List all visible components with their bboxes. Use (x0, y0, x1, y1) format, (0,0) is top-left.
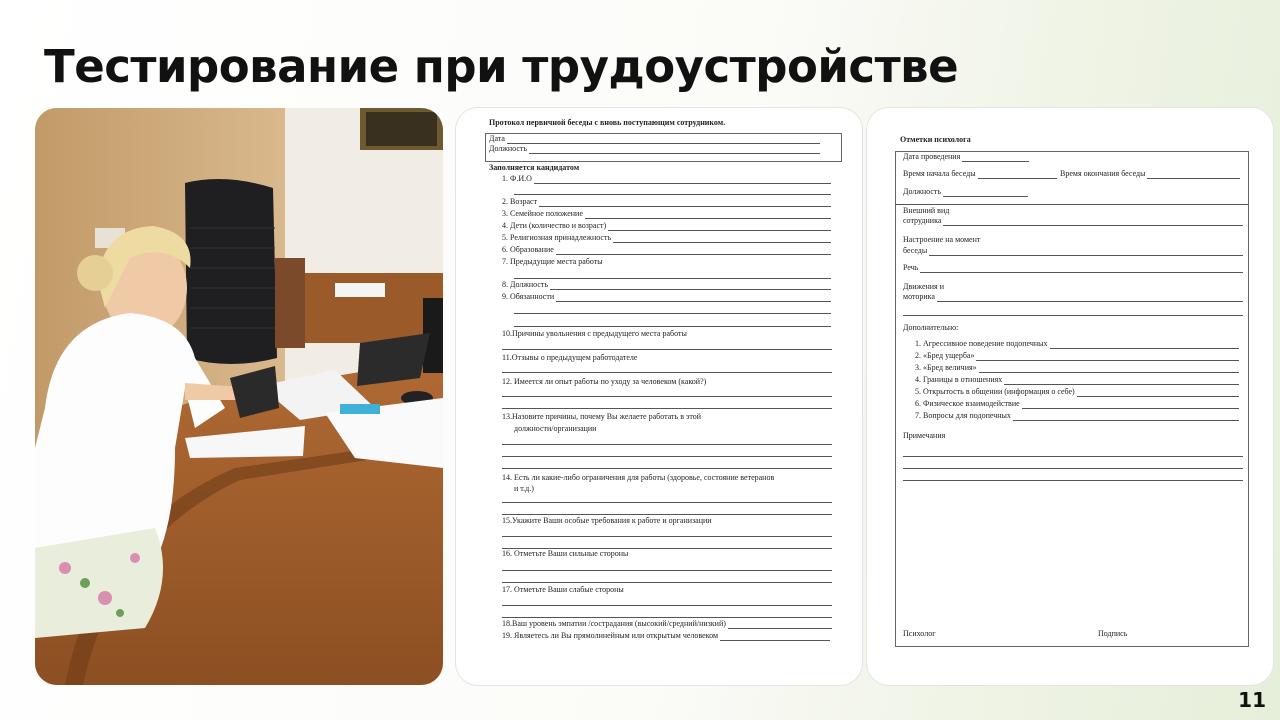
movement-label: Движения и (903, 282, 945, 291)
item-empathy: 18.Ваш уровень эмпатии /сострадания (высокий/средний/низкий) (502, 619, 832, 629)
office-photo (35, 108, 443, 685)
psychologist-document (867, 108, 1273, 685)
psych-title: Отметки психолога (900, 135, 971, 144)
notes-heading: Примечания (903, 431, 946, 440)
signature-label: Подпись (1098, 629, 1128, 638)
psychologist-label: Психолог (903, 629, 936, 638)
item-reasons: 13.Назовите причины, почему Вы желаете работать в этой (502, 412, 702, 421)
item-physical: 6. Физическое взаимодействие (915, 399, 1239, 409)
field-psych-position: Должность (903, 187, 1028, 197)
protocol-title: Протокол первичной беседы с вновь поступающим сотрудником. (489, 118, 726, 127)
answer-line (514, 194, 831, 195)
item-weaknesses: 17. Отметьте Ваши слабые стороны (502, 585, 624, 594)
answer-line (502, 396, 832, 397)
field-mood: беседы (903, 246, 1243, 256)
item-requirements: 15.Укажите Ваши особые требования к работе и организации (502, 516, 712, 525)
notes-line (903, 456, 1243, 457)
item-children: 4. Дети (количество и возраст) (502, 221, 831, 231)
answer-line (502, 408, 832, 409)
office-photo-illustration (35, 108, 443, 685)
item-age: 2. Возраст (502, 197, 831, 207)
item-questions: 7. Вопросы для подопечных (915, 411, 1239, 421)
field-speech: Речь (903, 263, 1243, 273)
item-references: 11.Отзывы о предыдущем работодателе (502, 353, 638, 362)
candidate-section-heading: Заполняется кандидатом (489, 163, 580, 172)
item-aggressive: 1. Агрессивное поведение подопечных (915, 339, 1239, 349)
slide-title: Тестирование при трудоустройстве (44, 40, 959, 93)
answer-line (502, 605, 832, 606)
item-care-experience: 12. Имеется ли опыт работы по уходу за человеком (какой?) (502, 377, 707, 386)
field-appearance: сотрудника (903, 216, 1243, 226)
item-strengths: 16. Отметьте Ваши сильные стороны (502, 549, 629, 558)
item-family: 3. Семейное положение (502, 209, 831, 219)
item-prev-jobs: 7. Предыдущие места работы (502, 257, 603, 266)
answer-line (502, 444, 832, 445)
item-position: 8. Должность (502, 280, 831, 290)
item-duties: 9. Обязанности (502, 292, 831, 302)
answer-line (514, 313, 831, 314)
answer-line (502, 468, 832, 469)
item-dismissal: 10.Причины увольнения с предыдущего места работы (502, 329, 687, 338)
field-date: Дата (489, 134, 820, 144)
item-fio: 1. Ф.И.О (502, 174, 831, 184)
field-session-date: Дата проведения (903, 152, 1029, 162)
answer-line (514, 278, 831, 279)
item-religion: 5. Религиозная принадлежность (502, 233, 831, 243)
field-position: Должность (489, 144, 820, 154)
answer-line (502, 502, 832, 503)
answer-line (903, 315, 1243, 316)
notes-line (903, 468, 1243, 469)
item-damage-delusion: 2. «Бред ущерба» (915, 351, 1239, 361)
answer-line (514, 326, 831, 327)
protocol-document (456, 108, 862, 685)
item-restrictions: 14. Есть ли какие-либо ограничения для работы (здоровье, состояние ветеранов (502, 473, 775, 482)
answer-line (502, 570, 832, 571)
item-reasons-cont: должности/организации (514, 424, 597, 433)
item-education: 6. Образование (502, 245, 831, 255)
notes-line (903, 480, 1243, 481)
item-directness: 19. Являетесь ли Вы прямолинейным или открытым человеком (502, 631, 830, 641)
answer-line (502, 372, 832, 373)
field-end-time: Время окончания беседы (1060, 169, 1240, 179)
item-grandeur-delusion: 3. «Бред величия» (915, 363, 1239, 373)
field-movement: моторика (903, 292, 1243, 302)
answer-line (502, 617, 832, 618)
mood-label: Настроение на момент (903, 235, 981, 244)
item-restrictions-cont: и т.д.) (514, 484, 534, 493)
field-start-time: Время начала беседы (903, 169, 1057, 179)
appearance-label: Внешний вид (903, 206, 950, 215)
answer-line (502, 349, 832, 350)
answer-line (502, 582, 832, 583)
answer-line (502, 536, 832, 537)
additional-heading: Дополнительно: (903, 323, 959, 332)
item-boundaries: 4. Границы в отношениях (915, 375, 1239, 385)
page-number: 11 (1238, 688, 1266, 712)
answer-line (502, 456, 832, 457)
item-openness: 5. Открытость в общении (информация о себе) (915, 387, 1239, 397)
